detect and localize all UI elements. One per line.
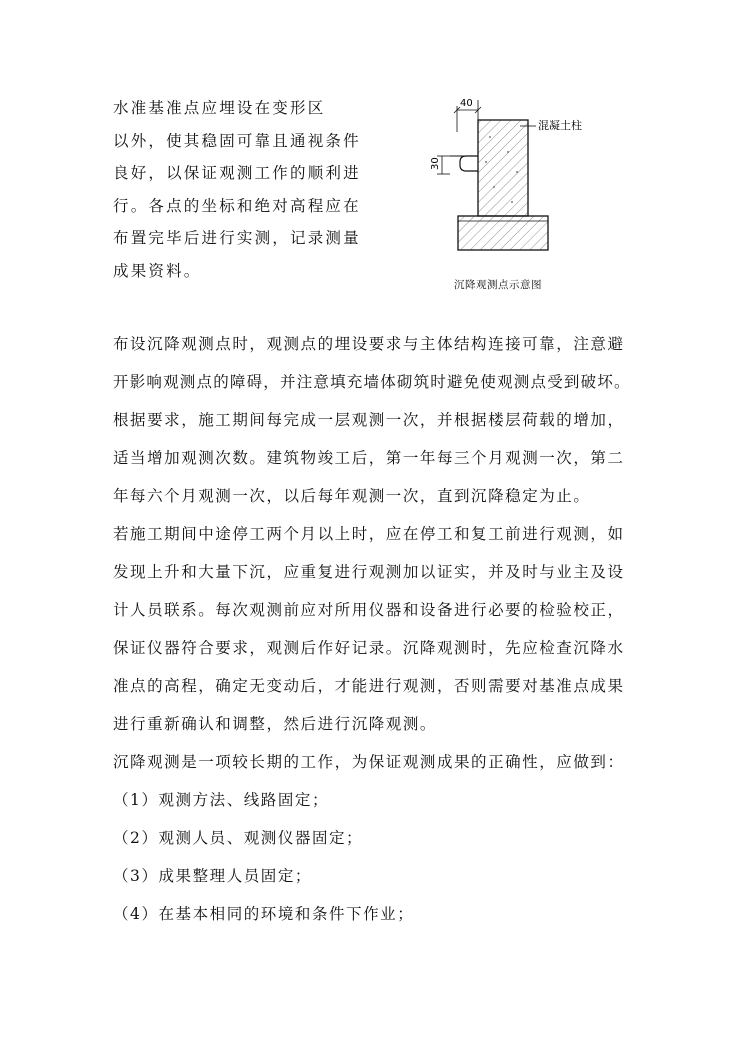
list-item: （4）在基本相同的环境和条件下作业； bbox=[113, 905, 415, 923]
paragraph-line: 根据要求，施工期间每完成一层观测一次，并根据楼层荷载的增加， bbox=[113, 411, 625, 429]
list-item: （2）观测人员、观测仪器固定； bbox=[113, 829, 364, 847]
paragraph-line: 良好，以保证观测工作的顺利进 bbox=[113, 164, 361, 182]
dimension-side-label: 30 bbox=[430, 157, 441, 170]
paragraph-line: 布设沉降观测点时，观测点的埋设要求与主体结构连接可靠，注意避 bbox=[113, 335, 625, 353]
diagram-svg bbox=[420, 92, 630, 292]
paragraph-line: 发现上升和大量下沉，应重复进行观测加以证实，并及时与业主及设 bbox=[113, 563, 625, 581]
paragraph-line: 准点的高程，确定无变动后，才能进行观测，否则需要对基准点成果 bbox=[113, 677, 625, 695]
paragraph-line: 沉降观测是一项较长期的工作，为保证观测成果的正确性，应做到： bbox=[113, 753, 625, 771]
list-item: （3）成果整理人员固定； bbox=[113, 867, 312, 885]
paragraph-line: 年每六个月观测一次，以后每年观测一次，直到沉降稳定为止。 bbox=[113, 487, 591, 505]
list-item: （1）观测方法、线路固定； bbox=[113, 791, 330, 809]
paragraph-line: 开影响观测点的障碍，并注意填充墙体砌筑时避免使观测点受到破坏。 bbox=[113, 373, 631, 391]
body-paragraphs bbox=[113, 325, 643, 933]
paragraph-line: 布置完毕后进行实测，记录测量 bbox=[113, 229, 361, 247]
observation-point-bracket bbox=[460, 156, 478, 171]
paragraph-line: 计人员联系。每次观测前应对所用仪器和设备进行必要的检验校正， bbox=[113, 601, 625, 619]
concrete-column bbox=[478, 120, 528, 216]
paragraph-line: 若施工期间中途停工两个月以上时，应在停工和复工前进行观测，如 bbox=[113, 525, 625, 543]
dimension-top-label: 40 bbox=[460, 98, 473, 109]
column-label: 混凝土柱 bbox=[538, 119, 582, 132]
paragraph-line: 成果资料。 bbox=[113, 261, 202, 280]
paragraph-line: 以外，使其稳固可靠且通视条件 bbox=[113, 131, 361, 150]
paragraph-line: 水准基准点应埋设在变形区 bbox=[113, 99, 326, 117]
paragraph-line: 适当增加观测次数。建筑物竣工后，第一年每三个月观测一次，第二 bbox=[113, 449, 625, 467]
figure-caption: 沉降观测点示意图 bbox=[454, 279, 542, 291]
paragraph-line: 行。各点的坐标和绝对高程应在 bbox=[113, 196, 361, 215]
intro-paragraph bbox=[113, 92, 363, 287]
paragraph-line: 进行重新确认和调整，然后进行沉降观测。 bbox=[113, 715, 437, 733]
settlement-point-diagram bbox=[420, 92, 630, 302]
paragraph-line: 保证仪器符合要求，观测后作好记录。沉降观测时，先应检查沉降水 bbox=[113, 639, 625, 657]
